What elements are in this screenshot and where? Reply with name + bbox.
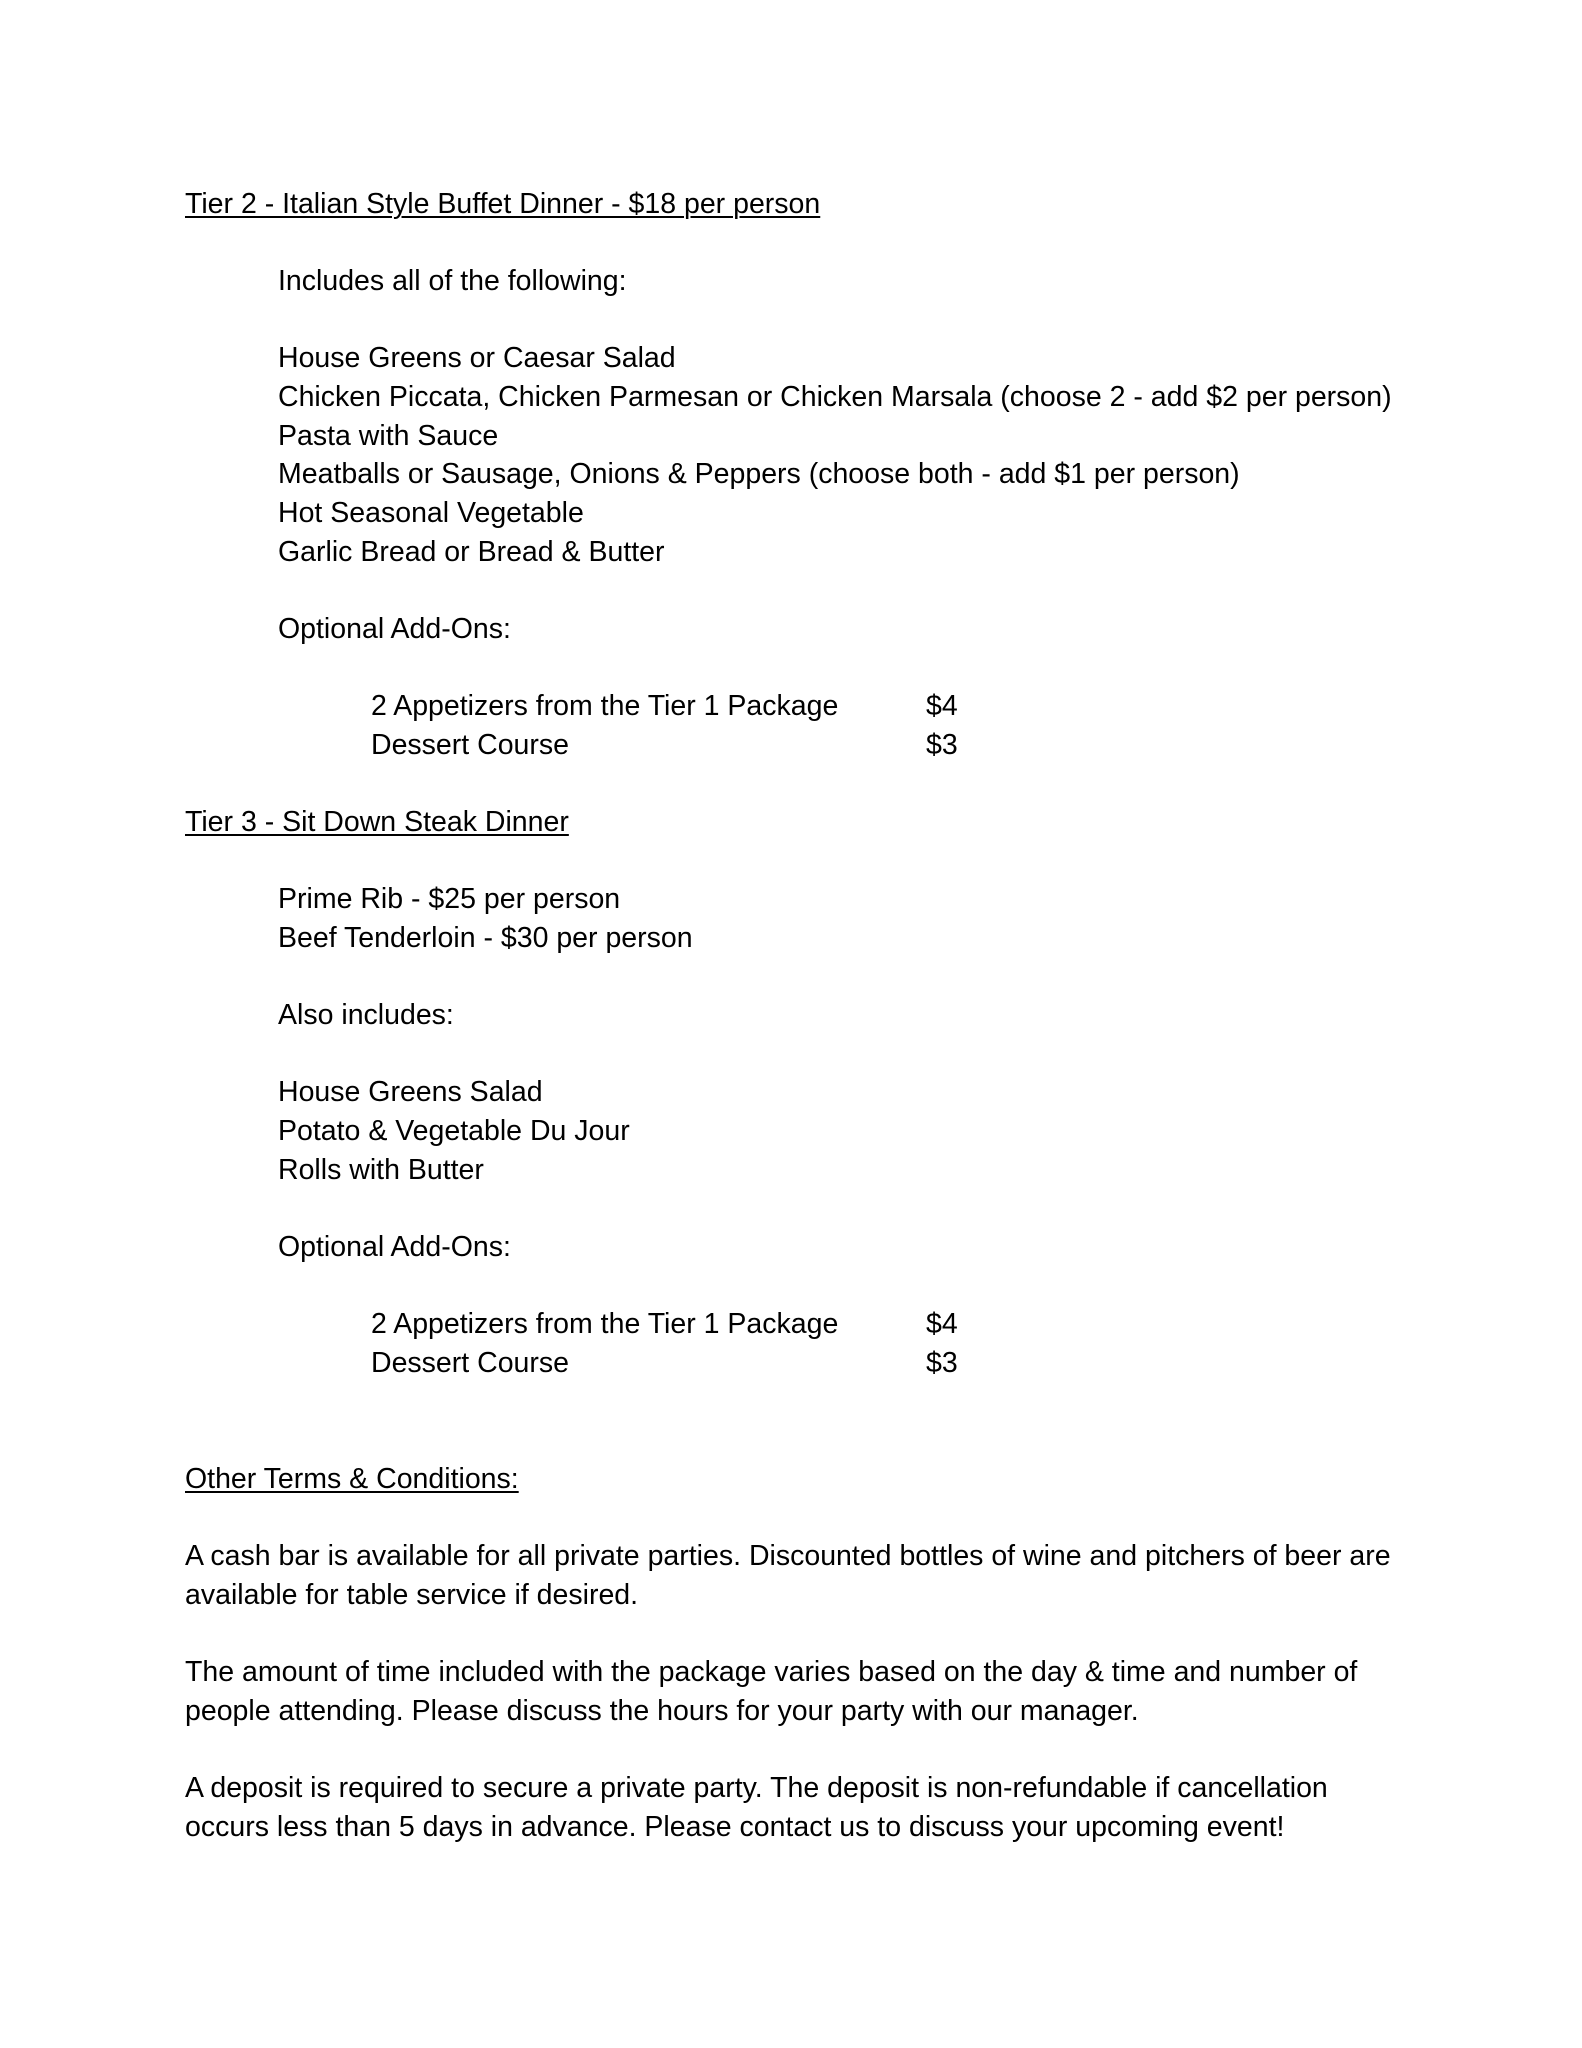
terms-paragraph-line: people attending. Please discuss the hours for your party with our manager. (185, 1695, 1139, 1727)
terms-paragraph-line: A cash bar is available for all private parties. Discounted bottles of wine and pitchers of beer are (185, 1540, 1391, 1572)
tier3-option: Beef Tenderloin - $30 per person (278, 922, 693, 954)
terms-paragraph-line: A deposit is required to secure a private party. The deposit is non-refundable if cancellation (185, 1772, 1328, 1804)
tier3-addon-price: $3 (926, 1347, 958, 1379)
tier2-item: Garlic Bread or Bread & Butter (278, 536, 665, 568)
tier2-item: Pasta with Sauce (278, 420, 499, 452)
tier2-item: Meatballs or Sausage, Onions & Peppers (choose both - add $1 per person) (278, 458, 1240, 490)
tier3-intro: Also includes: (278, 999, 454, 1031)
tier2-addon-price: $4 (926, 690, 958, 722)
tier2-addons-label: Optional Add-Ons: (278, 613, 511, 645)
tier3-addons-label: Optional Add-Ons: (278, 1231, 511, 1263)
tier2-item: House Greens or Caesar Salad (278, 342, 676, 374)
tier2-addon-name: Dessert Course (371, 729, 569, 761)
tier3-item: House Greens Salad (278, 1076, 543, 1108)
tier2-item: Chicken Piccata, Chicken Parmesan or Chicken Marsala (choose 2 - add $2 per person) (278, 381, 1392, 413)
terms-paragraph-line: occurs less than 5 days in advance. Please contact us to discuss your upcoming event! (185, 1811, 1285, 1843)
tier3-item: Potato & Vegetable Du Jour (278, 1115, 630, 1147)
tier3-item: Rolls with Butter (278, 1154, 484, 1186)
tier3-addon-price: $4 (926, 1308, 958, 1340)
tier2-addon-price: $3 (926, 729, 958, 761)
tier3-option: Prime Rib - $25 per person (278, 883, 621, 915)
terms-paragraph-line: available for table service if desired. (185, 1579, 639, 1611)
terms-heading: Other Terms & Conditions: (185, 1463, 519, 1495)
tier2-heading: Tier 2 - Italian Style Buffet Dinner - $18 per person (185, 188, 821, 220)
tier2-intro: Includes all of the following: (278, 265, 627, 297)
terms-paragraph-line: The amount of time included with the package varies based on the day & time and number of (185, 1656, 1358, 1688)
tier3-addon-name: Dessert Course (371, 1347, 569, 1379)
tier2-addon-name: 2 Appetizers from the Tier 1 Package (371, 690, 839, 722)
tier2-item: Hot Seasonal Vegetable (278, 497, 584, 529)
tier3-heading: Tier 3 - Sit Down Steak Dinner (185, 806, 569, 838)
tier3-addon-name: 2 Appetizers from the Tier 1 Package (371, 1308, 839, 1340)
